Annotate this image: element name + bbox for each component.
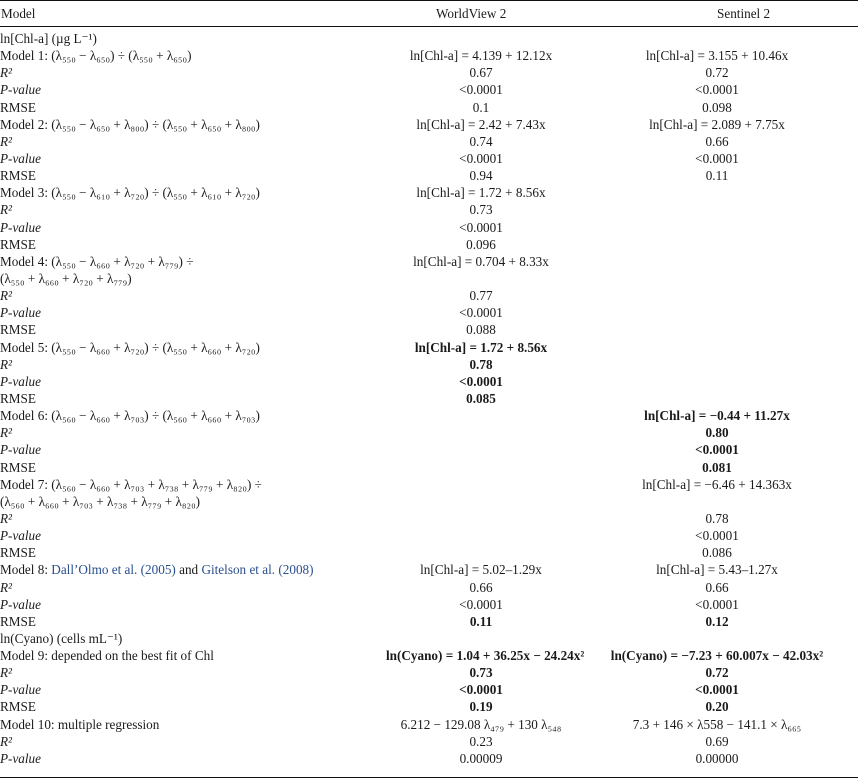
row-label: [0, 255, 386, 272]
worldview-value: [386, 546, 576, 563]
row-label-text: Model 3: (λ₅₅₀ − λ₆₁₀ + λ₇₂₀) ÷ (λ₅₅₀ + λ₆₁₀ + λ₇₂₀): [0, 185, 260, 201]
worldview-value: [386, 495, 576, 512]
row-label-text: R²: [0, 202, 13, 218]
worldview-value: <0.0001: [459, 150, 503, 166]
row-label-text: R²: [0, 133, 13, 149]
row-label: [0, 718, 386, 735]
row-label-text: Model 4: (λ₅₅₀ − λ₆₆₀ + λ₇₂₀ + λ₇₇₉) ÷: [0, 253, 194, 269]
row-label-text: P-value: [0, 82, 42, 98]
worldview-value: 0.088: [466, 322, 496, 338]
row-label-text: Model 2: (λ₅₅₀ − λ₆₅₀ + λ₈₀₀) ÷ (λ₅₅₀ + λ₆₅₀ + λ₈₀₀): [0, 116, 260, 132]
row-label-text: and: [175, 562, 202, 578]
worldview-value: ln[Chl-a] = 2.42 + 7.43x: [416, 116, 546, 132]
row-label: [0, 598, 386, 615]
row-label: [0, 358, 386, 375]
worldview-value: [386, 426, 576, 443]
table-row: [0, 700, 858, 717]
sentinel-value: [576, 323, 858, 340]
worldview-value: 0.77: [469, 288, 493, 304]
row-label: [0, 101, 386, 118]
worldview-value: 0.66: [469, 579, 493, 595]
row-label-text: RMSE: [0, 322, 36, 338]
row-label: [0, 426, 386, 443]
row-label: [0, 375, 386, 392]
table-row: [0, 443, 858, 460]
worldview-value: 0.23: [469, 733, 493, 749]
sentinel-value: [576, 221, 858, 238]
worldview-value: ln[Chl-a] = 5.02–1.29x: [420, 562, 542, 578]
worldview-value: [386, 478, 576, 495]
row-label-text: R²: [0, 733, 13, 749]
row-label: [0, 495, 386, 512]
sentinel-value: [576, 32, 858, 49]
row-label: [0, 443, 386, 460]
table-row: [0, 752, 858, 769]
row-label: [0, 306, 386, 323]
row-label-text: Model 6: (λ₅₆₀ − λ₆₆₀ + λ₇₀₃) ÷ (λ₅₆₀ + λ₆₆₀ + λ₇₀₃): [0, 408, 260, 424]
sentinel-value: 0.086: [702, 545, 732, 561]
sentinel-value: 0.00000: [695, 750, 739, 766]
sentinel-value: [576, 255, 858, 272]
row-label-text: RMSE: [0, 99, 36, 115]
table-row: [0, 306, 858, 323]
sentinel-value: ln[Chl-a] = 3.155 + 10.46x: [645, 48, 789, 64]
worldview-value: 0.11: [469, 613, 493, 629]
table-row: [0, 718, 858, 735]
sentinel-value: 0.66: [705, 133, 729, 149]
table-row: [0, 169, 858, 186]
table-body: [0, 32, 858, 769]
row-label-text: R²: [0, 425, 13, 441]
table-row: [0, 512, 858, 529]
sentinel-value: <0.0001: [695, 442, 739, 458]
row-label: [0, 392, 386, 409]
row-label: [0, 289, 386, 306]
row-label-text: P-value: [0, 305, 42, 321]
worldview-value: <0.0001: [459, 305, 503, 321]
row-label-text: P-value: [0, 373, 42, 389]
sentinel-value: 0.69: [705, 733, 729, 749]
header-model: Model: [1, 6, 36, 21]
row-label-text: ln[Chl-a] (µg L⁻¹): [0, 31, 97, 46]
worldview-value: [386, 272, 576, 289]
row-label-text: R²: [0, 356, 13, 372]
row-label-text: P-value: [0, 750, 42, 766]
sentinel-value: [576, 186, 858, 203]
sentinel-value: 0.72: [705, 65, 729, 81]
table-top-rule: [0, 0, 858, 1]
sentinel-value: 0.12: [705, 613, 729, 629]
row-label: [0, 478, 386, 495]
row-label-text: Model 5: (λ₅₅₀ − λ₆₆₀ + λ₇₂₀) ÷ (λ₅₅₀ + λ₆₆₀ + λ₇₂₀): [0, 339, 260, 355]
table-row: [0, 478, 858, 495]
sentinel-value: [576, 358, 858, 375]
row-label: [0, 666, 386, 683]
table-row: [0, 221, 858, 238]
worldview-value: 0.00009: [459, 750, 503, 766]
sentinel-value: <0.0001: [695, 82, 739, 98]
sentinel-value: ln[Chl-a] = −0.44 + 11.27x: [644, 408, 790, 424]
row-label: [0, 118, 386, 135]
sentinel-value: [576, 272, 858, 289]
worldview-value: 0.94: [469, 168, 493, 184]
worldview-value: [386, 409, 576, 426]
worldview-value: 0.74: [469, 133, 493, 149]
row-label-text: P-value: [0, 442, 42, 458]
row-label-text: RMSE: [0, 168, 36, 184]
worldview-value: 0.67: [469, 65, 493, 81]
table-row: [0, 649, 858, 666]
worldview-value: <0.0001: [459, 219, 503, 235]
worldview-value: <0.0001: [459, 596, 503, 612]
table-row: [0, 461, 858, 478]
worldview-value: [386, 632, 576, 649]
row-label-text: (λ₅₅₀ + λ₆₆₀ + λ₇₂₀ + λ₇₇₉): [0, 270, 132, 286]
row-label-text: RMSE: [0, 613, 36, 629]
worldview-value: 0.085: [466, 390, 496, 406]
worldview-value: ln[Chl-a] = 1.72 + 8.56x: [414, 339, 548, 355]
row-label: [0, 632, 386, 649]
row-label: [0, 83, 386, 100]
sentinel-value: 0.20: [705, 699, 729, 715]
table-row: [0, 203, 858, 220]
sentinel-value: 0.098: [702, 99, 732, 115]
sentinel-value: [576, 203, 858, 220]
row-label: [0, 135, 386, 152]
row-label-text: (λ₅₆₀ + λ₆₆₀ + λ₇₀₃ + λ₇₃₈ + λ₇₇₉ + λ₈₂₀): [0, 493, 201, 509]
row-label: [0, 546, 386, 563]
sentinel-value: [576, 341, 858, 358]
row-label: [0, 49, 386, 66]
row-label: [0, 700, 386, 717]
worldview-value: <0.0001: [459, 373, 503, 389]
sentinel-value: <0.0001: [695, 596, 739, 612]
sentinel-value: [576, 306, 858, 323]
table-row: [0, 409, 858, 426]
table-row: [0, 49, 858, 66]
table-row: [0, 615, 858, 632]
row-label: [0, 409, 386, 426]
table-row: [0, 238, 858, 255]
table-row: [0, 272, 858, 289]
worldview-value: 0.73: [469, 665, 493, 681]
row-label-text: ln(Cyano) (cells mL⁻¹): [0, 630, 123, 646]
sentinel-value: ln(Cyano) = −7.23 + 60.007x − 42.03x²: [610, 648, 824, 664]
sentinel-value: <0.0001: [695, 150, 739, 166]
row-label: [0, 221, 386, 238]
row-label: [0, 563, 386, 580]
worldview-value: [386, 32, 576, 49]
table-header-rule: [0, 26, 858, 27]
worldview-value: 6.212 − 129.08 λ₄₇₉ + 130 λ₅₄₈: [400, 716, 562, 732]
row-label: [0, 581, 386, 598]
sentinel-value: ln[Chl-a] = −6.46 + 14.363x: [642, 476, 792, 492]
table-row: [0, 735, 858, 752]
table-row: [0, 632, 858, 649]
row-label: [0, 461, 386, 478]
worldview-value: 0.73: [469, 202, 493, 218]
row-label-text: P-value: [0, 150, 42, 166]
row-label-text: P-value: [0, 219, 42, 235]
table-row: [0, 289, 858, 306]
row-label: [0, 152, 386, 169]
worldview-value: 0.1: [472, 99, 490, 115]
row-label-text: R²: [0, 510, 13, 526]
row-label-text: R²: [0, 288, 13, 304]
row-label-text: R²: [0, 665, 13, 681]
table-row: [0, 32, 858, 49]
row-label-text: Model 8:: [0, 562, 52, 578]
row-label: [0, 272, 386, 289]
row-label: [0, 238, 386, 255]
row-label-text: Model 7: (λ₅₆₀ − λ₆₆₀ + λ₇₀₃ + λ₇₃₈ + λ₇₇₉ + λ₈₂₀) ÷: [0, 476, 262, 492]
sentinel-value: ln[Chl-a] = 5.43–1.27x: [656, 562, 778, 578]
sentinel-value: 0.081: [702, 459, 732, 475]
table-row: [0, 529, 858, 546]
row-label: [0, 649, 386, 666]
sentinel-value: 0.78: [705, 510, 729, 526]
worldview-value: <0.0001: [459, 82, 503, 98]
row-label-text: R²: [0, 65, 13, 81]
table-row: [0, 581, 858, 598]
table-row: [0, 546, 858, 563]
citation-link[interactable]: Dall’Olmo et al. (2005): [51, 562, 176, 578]
table-row: [0, 563, 858, 580]
row-label: [0, 512, 386, 529]
worldview-value: [386, 461, 576, 478]
table-row: [0, 495, 858, 512]
table-row: [0, 101, 858, 118]
row-label: [0, 169, 386, 186]
row-label-text: P-value: [0, 528, 42, 544]
row-label-text: RMSE: [0, 236, 36, 252]
table-row: [0, 152, 858, 169]
worldview-value: ln(Cyano) = 1.04 + 36.25x − 24.24x²: [386, 648, 585, 664]
table-row: [0, 426, 858, 443]
table-row: [0, 83, 858, 100]
table-row: [0, 323, 858, 340]
worldview-value: 0.19: [469, 699, 493, 715]
sentinel-value: <0.0001: [695, 528, 739, 544]
row-label: [0, 203, 386, 220]
row-label: [0, 735, 386, 752]
row-label: [0, 683, 386, 700]
sentinel-value: [576, 392, 858, 409]
row-label-text: Model 1: (λ₅₅₀ − λ₆₅₀) ÷ (λ₅₅₀ + λ₆₅₀): [0, 48, 192, 64]
row-label: [0, 529, 386, 546]
sentinel-value: [576, 632, 858, 649]
sentinel-value: 0.80: [705, 425, 729, 441]
row-label-text: RMSE: [0, 699, 36, 715]
row-label: [0, 32, 386, 49]
row-label: [0, 323, 386, 340]
row-label: [0, 186, 386, 203]
row-label-text: Model 9: depended on the best fit of Chl: [0, 648, 214, 664]
sentinel-value: ln[Chl-a] = 2.089 + 7.75x: [649, 116, 785, 132]
sentinel-value: [576, 495, 858, 512]
row-label: [0, 341, 386, 358]
table-row: [0, 135, 858, 152]
sentinel-value: 7.3 + 146 × λ558 − 141.1 × λ₆₆₅: [632, 716, 802, 732]
row-label: [0, 752, 386, 769]
row-label-text: RMSE: [0, 390, 36, 406]
table-row: [0, 66, 858, 83]
row-label: [0, 615, 386, 632]
row-label-text: P-value: [0, 596, 42, 612]
worldview-value: [386, 529, 576, 546]
worldview-value: 0.096: [466, 236, 496, 252]
worldview-value: 0.78: [469, 356, 493, 372]
sentinel-value: <0.0001: [695, 682, 739, 698]
header-worldview: WorldView 2: [436, 6, 507, 21]
sentinel-value: 0.72: [705, 665, 729, 681]
citation-link[interactable]: Gitelson et al. (2008): [201, 562, 314, 578]
worldview-value: ln[Chl-a] = 1.72 + 8.56x: [416, 185, 546, 201]
sentinel-value: 0.66: [705, 579, 729, 595]
table-bottom-rule: [0, 777, 858, 778]
header-sentinel: Sentinel 2: [717, 6, 771, 21]
row-label-text: RMSE: [0, 459, 36, 475]
table-row: [0, 358, 858, 375]
table-row: [0, 341, 858, 358]
table-row: [0, 683, 858, 700]
sentinel-value: 0.11: [705, 168, 729, 184]
sentinel-value: [576, 289, 858, 306]
row-label-text: P-value: [0, 682, 42, 698]
row-label-text: RMSE: [0, 545, 36, 561]
table-row: [0, 118, 858, 135]
row-label: [0, 66, 386, 83]
table-row: [0, 375, 858, 392]
worldview-value: ln[Chl-a] = 0.704 + 8.33x: [413, 253, 549, 269]
table-row: [0, 186, 858, 203]
worldview-value: [386, 443, 576, 460]
row-label-text: Model 10: multiple regression: [0, 716, 160, 732]
row-label-text: R²: [0, 579, 13, 595]
worldview-value: <0.0001: [459, 682, 503, 698]
worldview-value: [386, 512, 576, 529]
table-row: [0, 598, 858, 615]
table-row: [0, 255, 858, 272]
sentinel-value: [576, 375, 858, 392]
table-row: [0, 392, 858, 409]
table-row: [0, 666, 858, 683]
worldview-value: ln[Chl-a] = 4.139 + 12.12x: [409, 48, 553, 64]
sentinel-value: [576, 238, 858, 255]
